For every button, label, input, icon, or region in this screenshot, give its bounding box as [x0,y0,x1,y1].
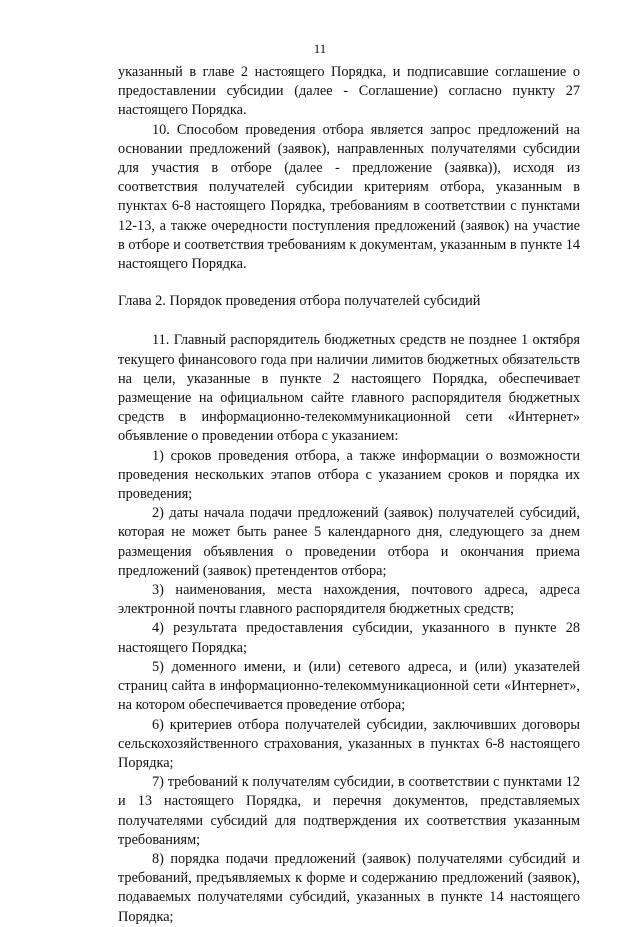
chapter-heading: Глава 2. Порядок проведения отбора получателей субсидий [118,293,481,310]
list-item-6: 6) критериев отбора получателей субсидии, заключивших договоры сельскохозяйственного страхования, указанных в пунктах 6-8 настоящего Порядка; [118,716,580,771]
document-body [118,63,580,927]
list-item-2: 2) даты начала подачи предложений (заявок) получателей субсидий, которая не может быть ранее 5 календарного дня, следующего за днем размещения объявления о проведении отбора и окончания приема предложений (заявок) претендентов отбора; [118,505,580,579]
list-item-8: 8) порядка подачи предложений (заявок) получателями субсидий и требований, предъявляемых к форме и содержанию предложений (заявок), подаваемых получателями субсидий, указанных в пункте 14 настоящего Порядка; [118,850,580,925]
paragraph-10: 10. Способом проведения отбора является запрос предложений на основании предложений (заявок), направленных получателями субсидии для участия в отборе (далее - предложение (заявка)), исходя из соответствия получателей субсидии критериям отбора, указанным в пунктах 6-8 настоящего Порядка, требованиям в соответствии с пунктами 12-13, а также очередности поступления предложений (заявок) на участие в отборе и соответствия требованиям к документам, указанным в пункте 14 настоящего Порядка. [118,121,580,273]
paragraph-continuation: указанный в главе 2 настоящего Порядка, и подписавшие соглашение о предоставлении субсидии (далее - Соглашение) согласно пункту 27 настоящего Порядка. [118,64,580,119]
list-item-3: 3) наименования, места нахождения, почтового адреса, адреса электронной почты главного распорядителя бюджетных средств; [118,582,580,618]
list-item-7: 7) требований к получателям субсидии, в соответствии с пунктами 12 и 13 настоящего Порядка, и перечня документов, представляемых получателями субсидий для подтверждения их соответствия указанным требованиям; [118,774,580,848]
paragraph-11: 11. Главный распорядитель бюджетных средств не позднее 1 октября текущего финансового года при наличии лимитов бюджетных обязательств на цели, указанные в пункте 2 настоящего Порядка, обеспечивает размещение на официальном сайте главного распорядителя бюджетных средств в информационно-телекоммуникационной сети «Интернет» объявление о проведении отбора с указанием: [118,332,580,445]
list-item-5: 5) доменного имени, и (или) сетевого адреса, и (или) указателей страниц сайта в информационно-телекоммуникационной сети «Интернет», на котором обеспечивается проведение отбора; [118,658,580,714]
page-number: 11 [313,41,327,56]
list-item-4: 4) результата предоставления субсидии, указанного в пункте 28 настоящего Порядка; [118,620,580,656]
list-item-1: 1) сроков проведения отбора, а также информации о возможности проведения нескольких этапов отбора с указанием сроков и порядка их проведения; [118,447,580,503]
